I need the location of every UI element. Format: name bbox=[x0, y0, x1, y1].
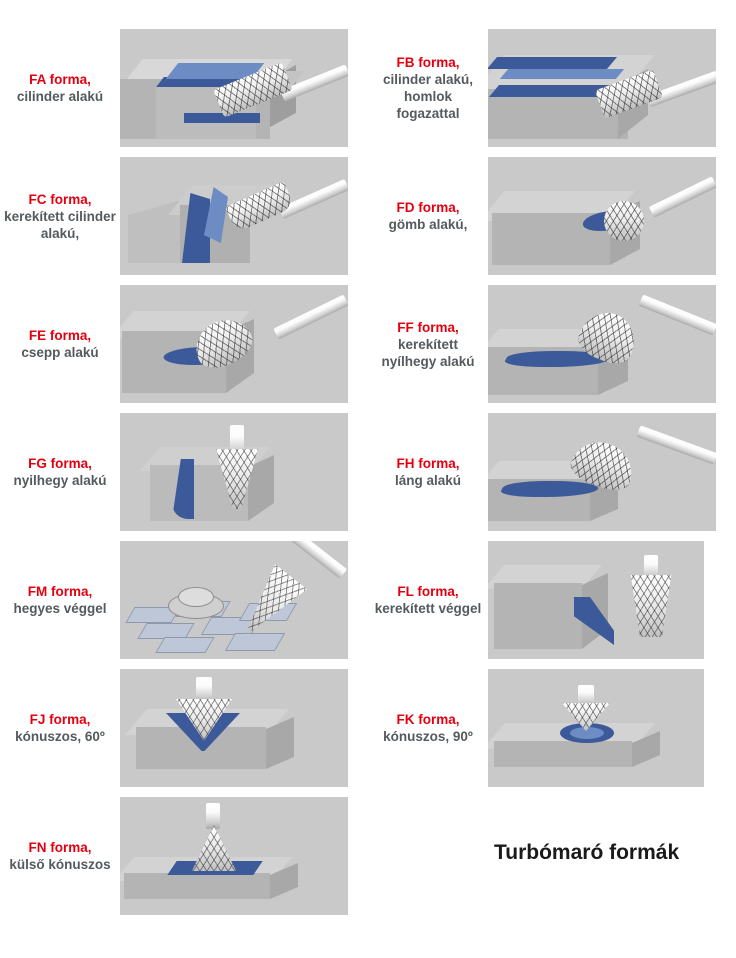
code-fn: FN forma, bbox=[28, 840, 92, 855]
diagram-cell-fc bbox=[0, 152, 368, 280]
code-fg: FG forma, bbox=[28, 456, 92, 471]
code-fb: FB forma, bbox=[396, 55, 460, 70]
code-fd: FD forma, bbox=[396, 200, 460, 215]
illustration-fm bbox=[120, 541, 348, 659]
diagram-cell-fa bbox=[0, 24, 368, 152]
code-ff: FF forma, bbox=[397, 319, 459, 335]
label-fb bbox=[368, 54, 488, 122]
label-fe bbox=[0, 327, 120, 361]
diagram-cell-ff bbox=[368, 280, 736, 408]
code-fe: FE forma, bbox=[28, 328, 92, 343]
diagram-sheet bbox=[0, 24, 736, 958]
diagram-cell-fg bbox=[0, 408, 368, 536]
label-fl bbox=[368, 583, 488, 617]
desc-fk: kónuszos, 90º bbox=[383, 729, 473, 744]
code-fc: FC forma, bbox=[28, 191, 92, 207]
diagram-cell-fe bbox=[0, 280, 368, 408]
diagram-cell-fm bbox=[0, 536, 368, 664]
label-fm bbox=[0, 583, 120, 617]
label-fh bbox=[368, 455, 488, 489]
code-fm: FM forma, bbox=[27, 584, 93, 599]
diagram-row bbox=[0, 280, 736, 408]
diagram-cell-fj bbox=[0, 664, 368, 792]
title-block bbox=[488, 797, 716, 915]
label-fk bbox=[368, 711, 488, 745]
label-fd bbox=[368, 199, 488, 233]
desc-fb: cilinder alakú, homlok fogazattal bbox=[382, 72, 474, 121]
diagram-row bbox=[0, 152, 736, 280]
illustration-fb bbox=[488, 29, 716, 147]
diagram-cell-title bbox=[368, 792, 736, 920]
illustration-fh bbox=[488, 413, 716, 531]
illustration-fj bbox=[120, 669, 348, 787]
label-fc bbox=[0, 191, 120, 242]
diagram-cell-fl bbox=[368, 536, 736, 664]
code-fj: FJ forma, bbox=[29, 712, 91, 727]
desc-fg: nyilhegy alakú bbox=[13, 473, 107, 488]
illustration-ff bbox=[488, 285, 716, 403]
illustration-fg bbox=[120, 413, 348, 531]
desc-fa: cilinder alakú bbox=[16, 89, 104, 104]
diagram-cell-fd bbox=[368, 152, 736, 280]
diagram-row bbox=[0, 536, 736, 664]
page-title: Turbómaró formák bbox=[494, 841, 680, 864]
illustration-fk bbox=[488, 669, 704, 787]
label-fn bbox=[0, 839, 120, 873]
illustration-fa bbox=[120, 29, 348, 147]
illustration-fn bbox=[120, 797, 348, 915]
desc-fe: csepp alakú bbox=[21, 345, 99, 360]
diagram-row bbox=[0, 408, 736, 536]
label-fj bbox=[0, 711, 120, 745]
diagram-cell-fn bbox=[0, 792, 368, 920]
label-ff bbox=[368, 319, 488, 370]
label-fg bbox=[0, 455, 120, 489]
label-fa bbox=[0, 71, 120, 105]
desc-ff: kerekített nyílhegy alakú bbox=[381, 336, 475, 369]
desc-fm: hegyes véggel bbox=[13, 601, 107, 616]
illustration-fd bbox=[488, 157, 716, 275]
code-fl: FL forma, bbox=[397, 584, 459, 599]
desc-fc: kerekített cilinder alakú, bbox=[4, 208, 116, 241]
illustration-fc bbox=[120, 157, 348, 275]
code-fk: FK forma, bbox=[396, 712, 460, 727]
illustration-fl bbox=[488, 541, 704, 659]
desc-fd: gömb alakú, bbox=[388, 217, 468, 232]
diagram-row bbox=[0, 664, 736, 792]
desc-fh: láng alakú bbox=[394, 473, 462, 488]
desc-fj: kónuszos, 60º bbox=[15, 729, 105, 744]
diagram-cell-fh bbox=[368, 408, 736, 536]
desc-fn: külső kónuszos bbox=[9, 857, 111, 872]
desc-fl: kerekített véggel bbox=[374, 601, 482, 616]
diagram-row bbox=[0, 792, 736, 920]
diagram-cell-fb bbox=[368, 24, 736, 152]
code-fa: FA forma, bbox=[29, 72, 91, 87]
diagram-cell-fk bbox=[368, 664, 736, 792]
illustration-fe bbox=[120, 285, 348, 403]
diagram-row bbox=[0, 24, 736, 152]
code-fh: FH forma, bbox=[396, 456, 460, 471]
